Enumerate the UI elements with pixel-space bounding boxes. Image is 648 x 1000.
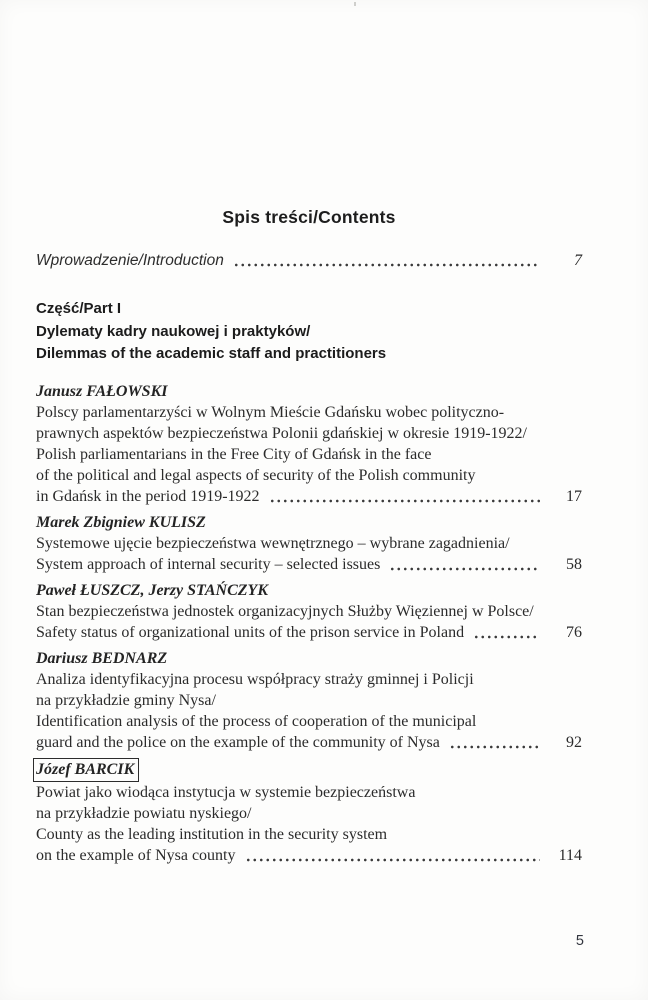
entry-authors: Marek Zbigniew KULISZ xyxy=(36,513,206,531)
entry-title-tail: in Gdańsk in the period 1919-1922 xyxy=(36,487,260,505)
part-one-title: Część/Part I xyxy=(36,300,122,317)
entry-title-tail: guard and the police on the example of the community of Nysa xyxy=(36,733,440,751)
toc-entry-kulisz xyxy=(36,512,582,575)
entry-authors: Dariusz BEDNARZ xyxy=(36,649,168,667)
part-one-header xyxy=(36,298,582,366)
entry-title-tail: Safety status of organizational units of the prison service in Poland xyxy=(36,623,465,641)
page-folio-number: 5 xyxy=(575,933,584,949)
dot-leader xyxy=(389,559,540,575)
toc-entry-introduction xyxy=(36,251,582,271)
entry-page-number: 92 xyxy=(566,733,582,751)
toc-entry-bednarz xyxy=(36,648,582,753)
entry-title-line: prawnych aspektów bezpieczeństwa Polonii gdańskiej w okresie 1919-1922/ xyxy=(36,424,527,442)
entry-title-line: Analiza identyfikacyjna procesu współpracy straży gminnej i Policji xyxy=(36,670,474,688)
entry-title-line: Stan bezpieczeństwa jednostek organizacyjnych Służby Więziennej w Polsce/ xyxy=(36,602,534,620)
entry-title-line: County as the leading institution in the security system xyxy=(36,825,388,843)
introduction-page-number: 7 xyxy=(574,252,582,269)
entry-title-line: na przykładzie gminy Nysa/ xyxy=(36,691,216,709)
entry-authors-row xyxy=(36,758,582,782)
toc-entry-luszcz-stanczyk xyxy=(36,580,582,643)
part-one-subtitle-en: Dilemmas of the academic staff and practitioners xyxy=(36,345,387,362)
entry-last-line xyxy=(36,554,582,575)
entry-title-line: Identification analysis of the process of cooperation of the municipal xyxy=(36,712,477,730)
entry-title-line: Powiat jako wiodąca instytucja w systemie bezpieczeństwa xyxy=(36,783,416,801)
toc-entry-falowski xyxy=(36,381,582,507)
part-one-subtitle-pl: Dylematy kadry naukowej i praktyków/ xyxy=(36,322,311,340)
entry-page-number: 114 xyxy=(558,846,582,864)
entry-title-line: Systemowe ujęcie bezpieczeństwa wewnętrznego – wybrane zagadnienia/ xyxy=(36,534,510,552)
entry-last-line xyxy=(36,845,582,866)
entry-page-number: 17 xyxy=(566,487,582,505)
entry-title-line: Polscy parlamentarzyści w Wolnym Mieście Gdańsku wobec polityczno- xyxy=(36,403,505,421)
dot-leader xyxy=(449,737,540,753)
introduction-label: Wprowadzenie/Introduction xyxy=(36,252,224,269)
entry-last-line xyxy=(36,622,582,643)
dot-leader xyxy=(233,255,540,271)
entry-title-line: na przykładzie powiatu nyskiego/ xyxy=(36,804,252,822)
entry-title-tail: System approach of internal security – selected issues xyxy=(36,555,381,573)
entry-last-line xyxy=(36,732,582,753)
toc-entry-barcik xyxy=(36,758,582,866)
entry-authors: Janusz FAŁOWSKI xyxy=(36,382,168,400)
entry-page-number: 76 xyxy=(566,623,582,641)
dot-leader xyxy=(269,491,540,507)
entry-title-line: of the political and legal aspects of security of the Polish community xyxy=(36,466,476,484)
toc-content-column xyxy=(36,0,582,866)
entry-authors: Paweł ŁUSZCZ, Jerzy STAŃCZYK xyxy=(36,581,268,599)
dot-leader xyxy=(245,850,541,866)
dot-leader xyxy=(473,627,540,643)
boxed-author-name: Józef BARCIK xyxy=(33,758,139,782)
entry-title-tail: on the example of Nysa county xyxy=(36,846,236,864)
entry-title-line: Polish parliamentarians in the Free City of Gdańsk in the face xyxy=(36,445,432,463)
entry-last-line xyxy=(36,486,582,507)
entry-page-number: 58 xyxy=(566,555,582,573)
toc-title: Spis treści/Contents xyxy=(222,207,396,227)
